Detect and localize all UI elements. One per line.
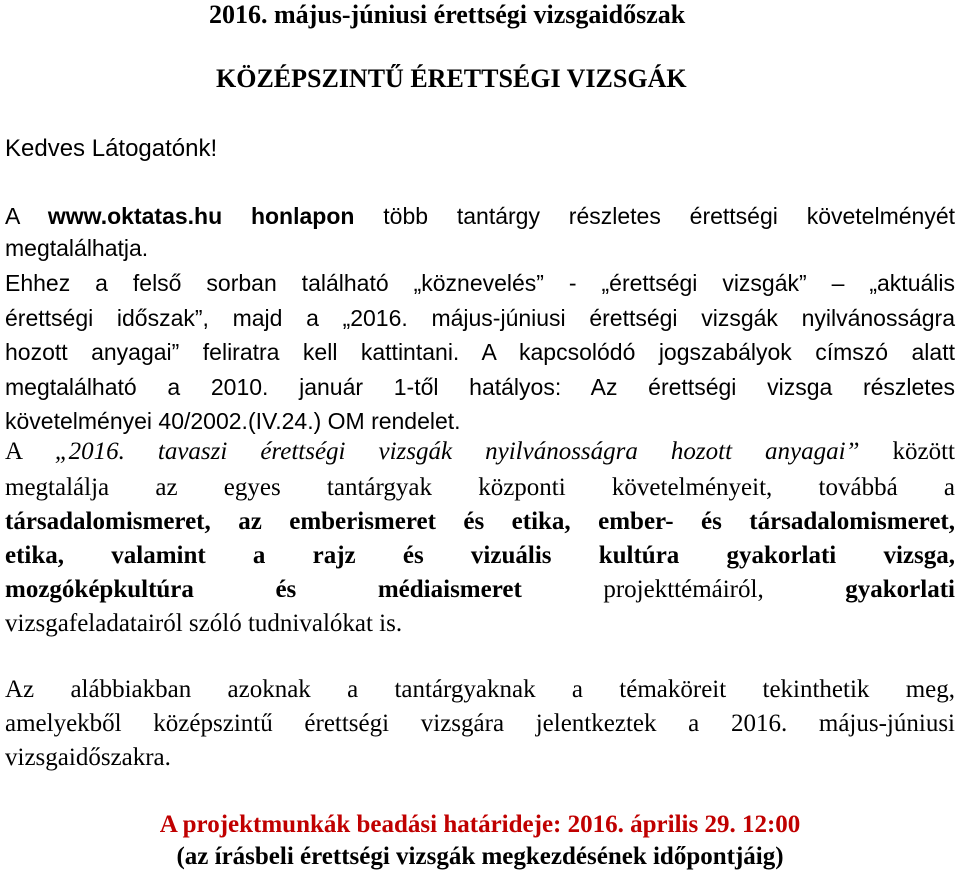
- text: projekttémáiról,: [603, 576, 764, 603]
- paragraph-1-line-6: megtalálható a 2010. január 1-től hatályos: Az érettségi vizsga részletes: [5, 374, 955, 400]
- paragraph-1-line-2: megtalálhatja.: [5, 235, 149, 261]
- paragraph-3-line-2: amelyekből középszintű érettségi vizsgára jelentkeztek a 2016. május-júniusi: [5, 710, 955, 737]
- page-subtitle: KÖZÉPSZINTŰ ÉRETTSÉGI VIZSGÁK: [216, 64, 687, 93]
- text: mozgóképkultúra és médiaismeret: [5, 576, 522, 603]
- paragraph-1-line-1: [5, 203, 955, 230]
- text: A: [5, 203, 20, 229]
- deadline-notice: A projektmunkák beadási határideje: 2016. április 29. 12:00: [159, 811, 801, 838]
- deadline-note: (az írásbeli érettségi vizsgák megkezdésének időpontjáig): [176, 843, 784, 870]
- text: több tantárgy részletes érettségi követelményét: [383, 203, 956, 229]
- paragraph-3-line-3: vizsgaidőszakra.: [5, 744, 171, 771]
- text: gyakorlati: [845, 576, 955, 603]
- paragraph-2-line-5: [5, 576, 955, 604]
- greeting: Kedves Látogatónk!: [5, 135, 218, 162]
- paragraph-2-line-1: [5, 438, 955, 466]
- page-title: 2016. május-júniusi érettségi vizsgaidőszak: [209, 0, 686, 29]
- paragraph-2-line-6: vizsgafeladatairól szóló tudnivalókat is.: [5, 610, 403, 637]
- paragraph-1-line-3: Ehhez a felső sorban található „köznevelés” - „érettségi vizsgák” – „aktuális: [5, 270, 955, 296]
- paragraph-1-line-7: követelményei 40/2002.(IV.24.) OM rendelet.: [5, 408, 461, 434]
- website-link[interactable]: www.oktatas.hu honlapon: [47, 203, 355, 229]
- paragraph-2-line-2: megtalálja az egyes tantárgyak központi követelményeit, továbbá a: [5, 474, 955, 501]
- paragraph-2-line-3: társadalomismeret, az emberismeret és etika, ember- és társadalomismeret,: [5, 508, 955, 535]
- paragraph-1-line-4: érettségi időszak”, majd a „2016. május-júniusi érettségi vizsgák nyilvánosságra: [5, 305, 955, 331]
- paragraph-1-line-5: hozott anyagai” feliratra kell kattintani. A kapcsolódó jogszabályok címszó alatt: [5, 339, 955, 365]
- text: A: [5, 438, 22, 465]
- italic-reference: „2016. tavaszi érettségi vizsgák nyilvánosságra hozott anyagai”: [54, 438, 860, 465]
- paragraph-2-line-4: etika, valamint a rajz és vizuális kultúra gyakorlati vizsga,: [5, 542, 955, 569]
- paragraph-3-line-1: Az alábbiakban azoknak a tantárgyaknak a témaköreit tekinthetik meg,: [5, 676, 955, 703]
- text: között: [892, 438, 955, 465]
